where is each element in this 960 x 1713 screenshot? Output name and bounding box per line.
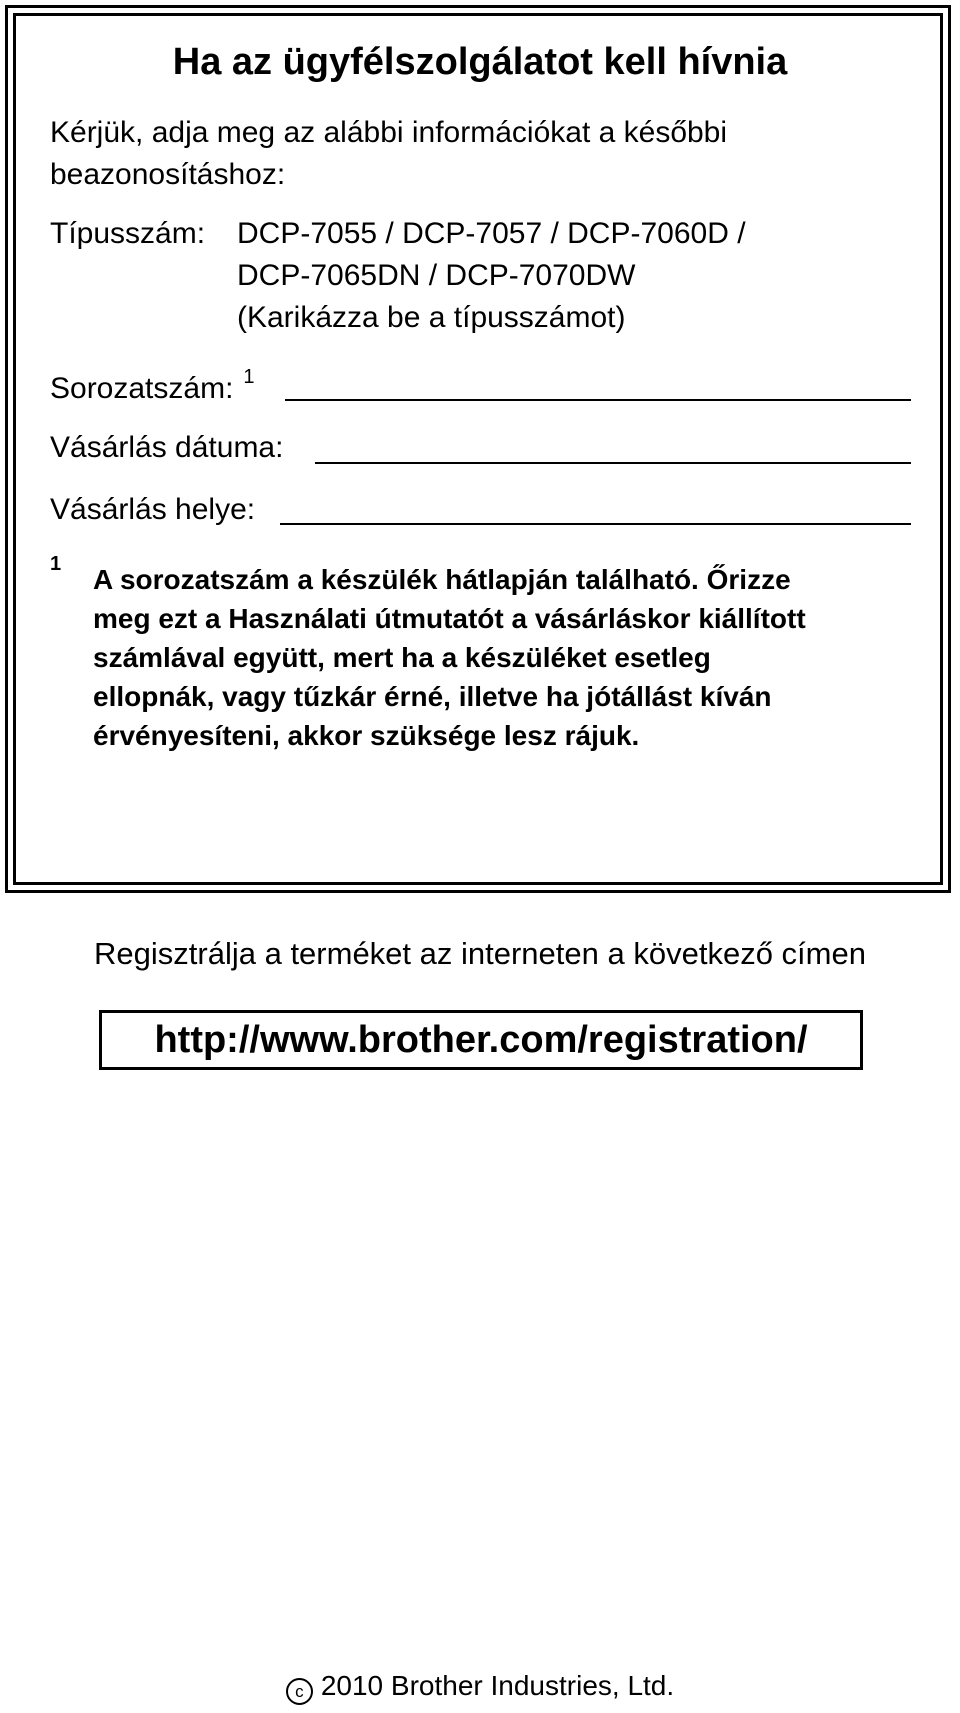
serial-number-field <box>50 368 255 410</box>
footnote-text <box>93 560 903 755</box>
footnote-mark: 1 <box>50 553 62 575</box>
model-number-options <box>237 213 746 339</box>
registration-instruction: Regisztrálja a terméket az interneten a következő címen <box>94 936 866 971</box>
purchase-date-label: Vásárlás dátuma: <box>50 431 284 464</box>
footnote-line-5: érvényesíteni, akkor szüksége lesz rájuk. <box>93 720 640 751</box>
footnote-line-1: A sorozatszám a készülék hátlapján található. Őrizze <box>93 564 791 595</box>
serial-footnote-ref: 1 <box>243 366 255 388</box>
footnote-line-4: ellopnák, vagy tűzkár érné, illetve ha jótállást kíván <box>93 681 772 712</box>
purchase-place-blank-line[interactable] <box>280 523 911 525</box>
purchase-place-field <box>50 489 255 531</box>
page-title: Ha az ügyfélszolgálatot kell hívnia <box>172 41 788 83</box>
footnote-line-3: számlával együtt, mert ha a készüléket esetleg <box>93 642 711 673</box>
copyright-notice <box>0 1666 960 1706</box>
serial-number-blank-line[interactable] <box>285 399 911 401</box>
model-number-label: Típusszám: <box>50 217 206 250</box>
copyright-text: 2010 Brother Industries, Ltd. <box>320 1670 675 1701</box>
model-options-line-1: DCP-7055 / DCP-7057 / DCP-7060D / <box>237 217 746 250</box>
copyright-icon: c <box>286 1678 313 1705</box>
intro-text: Kérjük, adja meg az alábbi információkat a későbbi beazonosításhoz: <box>50 116 728 191</box>
registration-url-box <box>99 1010 863 1070</box>
footnote-line-2: meg ezt a Használati útmutatót a vásárláskor kiállított <box>93 603 806 634</box>
model-options-instruction: (Karikázza be a típusszámot) <box>237 301 626 334</box>
model-options-line-2: DCP-7065DN / DCP-7070DW <box>237 259 636 292</box>
model-number-block <box>50 213 746 339</box>
purchase-place-label: Vásárlás helye: <box>50 493 256 526</box>
purchase-date-field <box>50 427 283 469</box>
registration-url-link[interactable]: http://www.brother.com/registration/ <box>154 1018 808 1061</box>
serial-number-label: Sorozatszám: <box>50 372 234 405</box>
purchase-date-blank-line[interactable] <box>315 462 911 464</box>
